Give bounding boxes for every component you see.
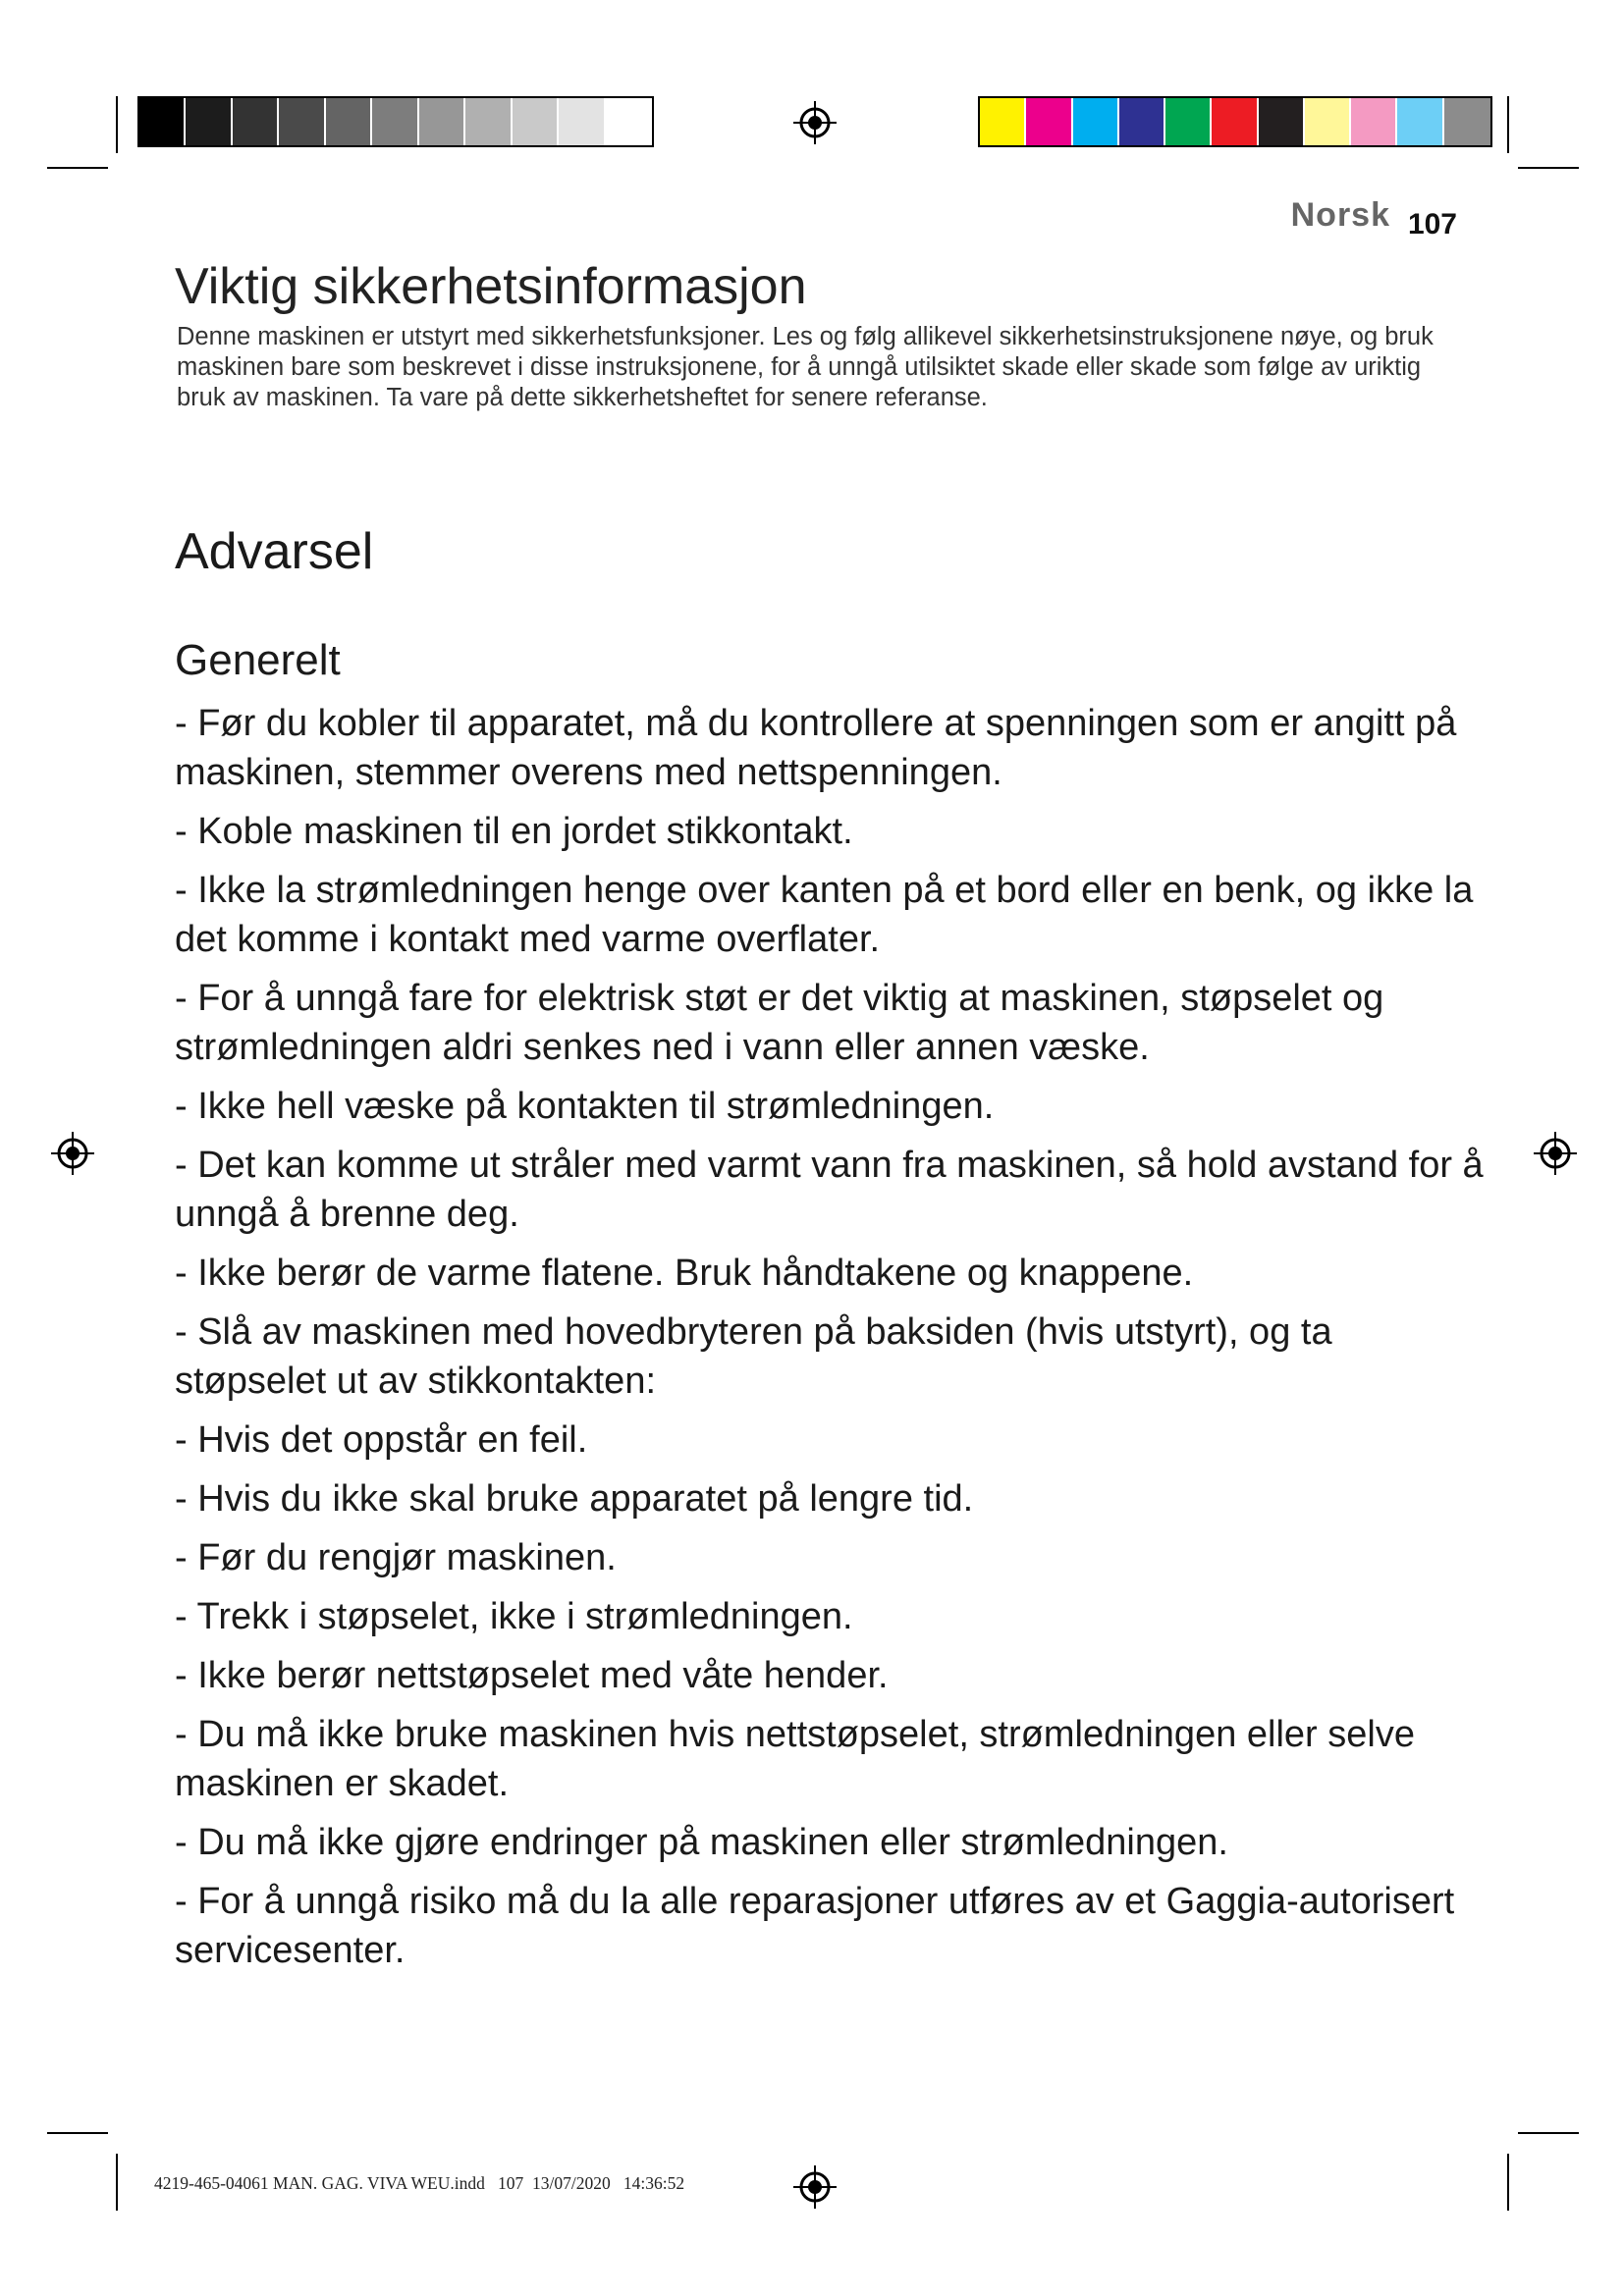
color-swatch (1397, 98, 1443, 145)
color-swatch (1259, 98, 1305, 145)
color-swatch (1026, 98, 1072, 145)
subsection-heading: Generelt (175, 636, 341, 684)
color-swatch (1165, 98, 1212, 145)
registration-mark-icon (793, 2165, 837, 2209)
page-title: Viktig sikkerhetsinformasjon (175, 258, 807, 315)
list-item: - Du må ikke gjøre endringer på maskinen eller strømledningen. (175, 1822, 1228, 1863)
color-swatch (559, 98, 605, 145)
color-swatch (279, 98, 325, 145)
crop-mark (1507, 96, 1509, 153)
language-label: Norsk (1290, 196, 1390, 234)
color-swatch (513, 98, 559, 145)
crop-mark (1518, 167, 1579, 169)
page-number: 107 (1407, 208, 1457, 240)
list-item: - Hvis det oppstår en feil. (175, 1419, 588, 1461)
list-item: - Ikke berør nettstøpselet med våte hender. (175, 1655, 889, 1696)
list-item: - Du må ikke bruke maskinen hvis nettstøpselet, strømledningen eller selve maskinen er skadet. (175, 1714, 1415, 1804)
list-item: - For å unngå fare for elektrisk støt er det viktig at maskinen, støpselet og strømledningen aldri senkes ned i vann eller annen væske. (175, 978, 1384, 1068)
intro-paragraph: Denne maskinen er utstyrt med sikkerhetsfunksjoner. Les og følg allikevel sikkerhetsinstruksjonene nøye, og bruk maskinen bare som beskrevet i disse instruksjonene, for å unngå utilsiktet skade eller skade som følge av uriktig bruk av maskinen. Ta vare på dette sikkerhetsheftet for senere referanse. (177, 323, 1434, 411)
process-color-bar (978, 96, 1492, 147)
color-swatch (1305, 98, 1351, 145)
registration-mark-icon (793, 101, 837, 144)
registration-mark-icon (51, 1132, 94, 1175)
crop-mark (47, 2132, 108, 2134)
safety-list (175, 699, 1490, 1985)
crop-mark (116, 2154, 118, 2211)
crop-mark (1507, 2154, 1509, 2211)
color-swatch (186, 98, 232, 145)
color-swatch (233, 98, 279, 145)
color-swatch (1444, 98, 1490, 145)
color-swatch (419, 98, 465, 145)
print-slug-footer: 4219-465-04061 MAN. GAG. VIVA WEU.indd 107 13/07/2020 14:36:52 (154, 2173, 685, 2193)
list-item: - Ikke la strømledningen henge over kanten på et bord eller en benk, og ikke la det komme i kontakt med varme overflater. (175, 870, 1474, 960)
registration-mark-icon (1534, 1132, 1577, 1175)
color-swatch (139, 98, 186, 145)
color-swatch (1351, 98, 1397, 145)
list-item: - Slå av maskinen med hovedbryteren på baksiden (hvis utstyrt), og ta støpselet ut av stikkontakten: (175, 1311, 1332, 1402)
list-item: - For å unngå risiko må du la alle reparasjoner utføres av et Gaggia-autorisert servicesenter. (175, 1881, 1455, 1971)
color-swatch (372, 98, 418, 145)
list-item: - Koble maskinen til en jordet stikkontakt. (175, 811, 853, 852)
color-swatch (1119, 98, 1165, 145)
list-item: - Før du kobler til apparatet, må du kontrollere at spenningen som er angitt på maskinen, stemmer overens med nettspenningen. (175, 703, 1457, 793)
color-swatch (606, 98, 652, 145)
grayscale-color-bar (137, 96, 654, 147)
list-item: - Trekk i støpselet, ikke i strømledningen. (175, 1596, 853, 1637)
list-item: - Hvis du ikke skal bruke apparatet på lengre tid. (175, 1478, 974, 1520)
color-swatch (1212, 98, 1258, 145)
list-item: - Ikke hell væske på kontakten til strømledningen. (175, 1086, 995, 1127)
list-item: - Ikke berør de varme flatene. Bruk håndtakene og knappene. (175, 1253, 1194, 1294)
list-item: - Før du rengjør maskinen. (175, 1537, 617, 1578)
section-heading: Advarsel (175, 523, 374, 580)
crop-mark (1518, 2132, 1579, 2134)
color-swatch (465, 98, 512, 145)
color-swatch (980, 98, 1026, 145)
list-item: - Det kan komme ut stråler med varmt vann fra maskinen, så hold avstand for å unngå å brenne deg. (175, 1145, 1484, 1235)
color-swatch (326, 98, 372, 145)
crop-mark (116, 96, 118, 153)
color-swatch (1073, 98, 1119, 145)
crop-mark (47, 167, 108, 169)
